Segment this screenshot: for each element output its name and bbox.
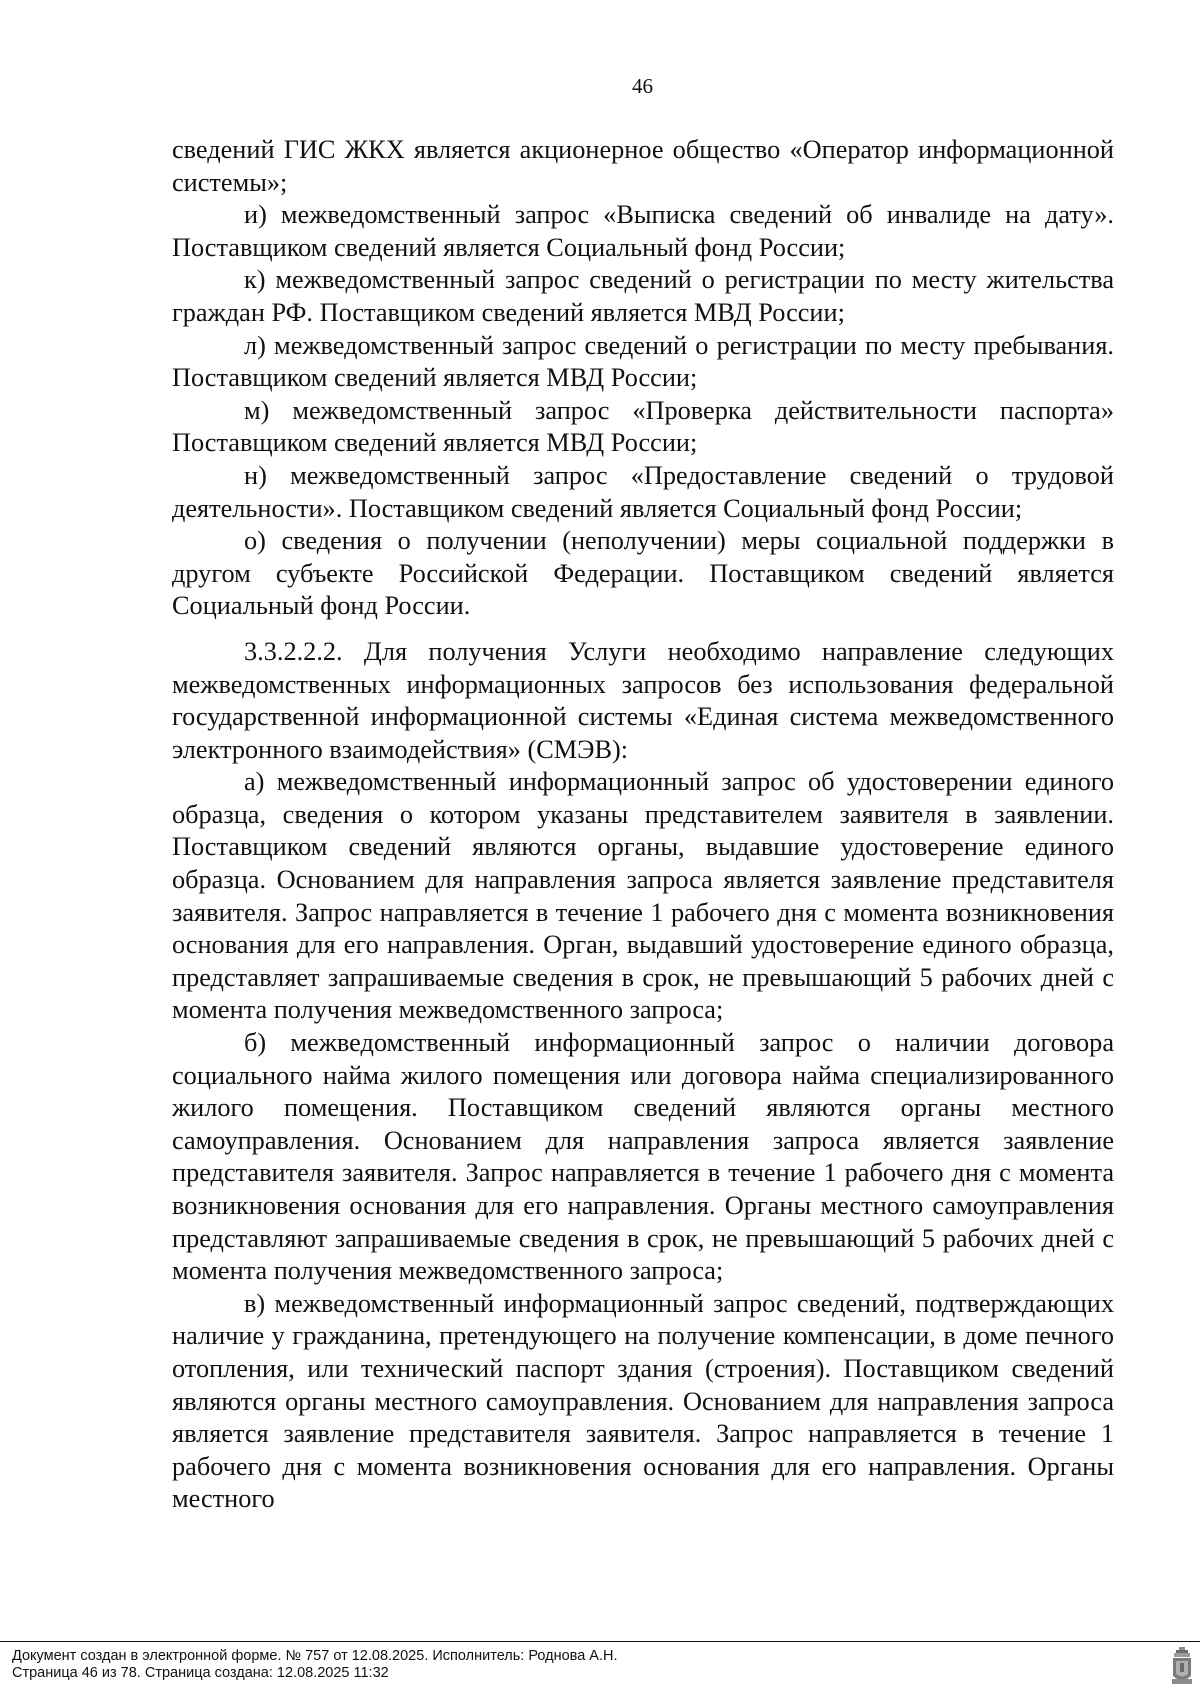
paragraph: к) межведомственный запрос сведений о регистрации по месту жительства граждан РФ. Поставщиком сведений является МВД России; <box>172 265 1114 327</box>
footer-page-info: Страница 46 из 78. Страница создана: 12.08.2025 11:32 <box>12 1665 389 1681</box>
paragraph: л) межведомственный запрос сведений о регистрации по месту пребывания. Поставщиком сведений является МВД России; <box>172 330 1114 393</box>
paragraph: б) межведомственный информационный запрос о наличии договора социального найма жилого помещения или договора найма специализированного жилого помещения. Поставщиком сведений являются органы местного самоуправления. Основанием для направления запроса является заявление представителя заявителя. Запрос направляется в течение 1 рабочего дня с момента возникновения основания для его направления. Органы местного самоуправления представляют запрашиваемые сведения в срок, не превышающий 5 рабочих дней с момента получения межведомственного запроса; <box>172 1028 1114 1286</box>
section-paragraph: 3.3.2.2.2. Для получения Услуги необходимо направление следующих межведомственных информационных запросов без использования федеральной государственной информационной системы «Единая система межведомственного электронного взаимодействия» (СМЭВ): <box>172 636 1114 764</box>
document-body <box>172 134 1114 1516</box>
coat-of-arms-icon <box>1171 1646 1193 1686</box>
page-number: 46 <box>632 74 653 98</box>
paragraph: н) межведомственный запрос «Предоставление сведений о трудовой деятельности». Поставщиком сведений является Социальный фонд России; <box>172 460 1114 523</box>
paragraph: и) межведомственный запрос «Выписка сведений об инвалиде на дату». Поставщиком сведений является Социальный фонд России; <box>172 200 1114 262</box>
footer-document-info: Документ создан в электронной форме. № 757 от 12.08.2025. Исполнитель: Роднова А.Н. <box>12 1648 618 1664</box>
paragraph: в) межведомственный информационный запрос сведений, подтверждающих наличие у гражданина, претендующего на получение компенсации, в доме печного отопления, или технический паспорт здания (строения). Поставщиком сведений являются органы местного самоуправления. Основанием для направления запроса является заявление представителя заявителя. Запрос направляется в течение 1 рабочего дня с момента возникновения основания для его направления. Органы местного <box>172 1288 1114 1514</box>
paragraph: сведений ГИС ЖКХ является акционерное общество «Оператор информационной системы»; <box>172 135 1114 197</box>
document-footer <box>12 1648 618 1682</box>
paragraph: о) сведения о получении (неполучении) меры социальной поддержки в другом субъекте Российской Федерации. Поставщиком сведений является Социальный фонд России. <box>172 526 1114 621</box>
paragraph: м) межведомственный запрос «Проверка действительности паспорта» Поставщиком сведений является МВД России; <box>172 395 1114 458</box>
paragraph: а) межведомственный информационный запрос об удостоверении единого образца, сведения о котором указаны представителем заявителя в заявлении. Поставщиком сведений являются органы, выдавшие удостоверение единого образца. Основанием для направления запроса является заявление представителя заявителя. Запрос направляется в течение 1 рабочего дня с момента возникновения основания для его направления. Орган, выдавший удостоверение единого образца, представляет запрашиваемые сведения в срок, не превышающий 5 рабочих дней с момента получения межведомственного запроса; <box>172 767 1114 1025</box>
footer-divider <box>0 1641 1200 1642</box>
